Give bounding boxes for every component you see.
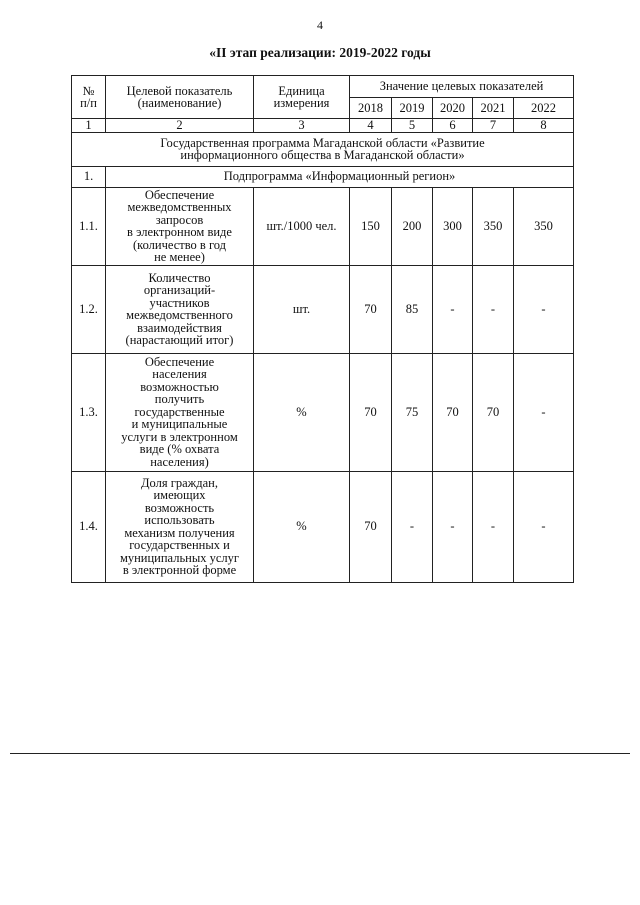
header-year-2019: 2019 xyxy=(392,98,433,119)
header-year-2018: 2018 xyxy=(350,98,392,119)
row-value-2018: 150 xyxy=(350,187,392,265)
header-values-group: Значение целевых показателей xyxy=(350,76,574,98)
row-value-2018: 70 xyxy=(350,265,392,353)
subprogram-title: Подпрограмма «Информационный регион» xyxy=(106,166,574,187)
row-name: Обеспечение межведомственных запросов в электронном виде (количество в год не менее) xyxy=(106,187,254,265)
row-unit: % xyxy=(254,471,350,582)
row-unit: шт./1000 чел. xyxy=(254,187,350,265)
column-number: 1 xyxy=(72,119,106,133)
row-num: 1.2. xyxy=(72,265,106,353)
row-name: Количество организаций- участников межведомственного взаимодействия (нарастающий итог) xyxy=(106,265,254,353)
header-year-2020: 2020 xyxy=(433,98,473,119)
row-value-2021: - xyxy=(473,265,514,353)
document-title: «II этап реализации: 2019-2022 годы xyxy=(209,45,431,60)
row-unit: шт. xyxy=(254,265,350,353)
indicators-table xyxy=(71,75,574,583)
table-row xyxy=(72,187,574,265)
row-value-2021: 70 xyxy=(473,353,514,471)
header-year-2022: 2022 xyxy=(514,98,574,119)
row-value-2020: - xyxy=(433,471,473,582)
row-num: 1.1. xyxy=(72,187,106,265)
row-value-2020: 70 xyxy=(433,353,473,471)
column-number: 4 xyxy=(350,119,392,133)
row-num: 1.3. xyxy=(72,353,106,471)
subprogram-num: 1. xyxy=(72,166,106,187)
row-value-2022: - xyxy=(514,265,574,353)
row-value-2021: - xyxy=(473,471,514,582)
row-value-2019: 75 xyxy=(392,353,433,471)
row-num: 1.4. xyxy=(72,471,106,582)
table-row xyxy=(72,471,574,582)
row-value-2021: 350 xyxy=(473,187,514,265)
row-value-2022: - xyxy=(514,471,574,582)
row-value-2020: 300 xyxy=(433,187,473,265)
subprogram-row xyxy=(72,166,574,187)
column-number: 7 xyxy=(473,119,514,133)
row-value-2020: - xyxy=(433,265,473,353)
column-numbers-row xyxy=(72,119,574,133)
row-unit: % xyxy=(254,353,350,471)
program-row xyxy=(72,132,574,166)
page-number: 4 xyxy=(317,18,323,32)
header-name: Целевой показатель (наименование) xyxy=(106,76,254,119)
table-row xyxy=(72,265,574,353)
header-unit: Единица измерения xyxy=(254,76,350,119)
column-number: 3 xyxy=(254,119,350,133)
row-value-2022: 350 xyxy=(514,187,574,265)
program-title: Государственная программа Магаданской области «Развитие информационного общества в Магаданской области» xyxy=(72,132,574,166)
table-row xyxy=(72,353,574,471)
row-value-2018: 70 xyxy=(350,353,392,471)
footer-divider xyxy=(10,753,630,754)
row-value-2019: 200 xyxy=(392,187,433,265)
row-value-2019: 85 xyxy=(392,265,433,353)
column-number: 8 xyxy=(514,119,574,133)
column-number: 2 xyxy=(106,119,254,133)
row-name: Доля граждан, имеющих возможность использовать механизм получения государственных и муниципальных услуг в электронной форме xyxy=(106,471,254,582)
row-value-2018: 70 xyxy=(350,471,392,582)
column-number: 5 xyxy=(392,119,433,133)
row-value-2019: - xyxy=(392,471,433,582)
header-num: № п/п xyxy=(72,76,106,119)
column-number: 6 xyxy=(433,119,473,133)
row-name: Обеспечение населения возможностью получить государственные и муниципальные услуги в электронном виде (% охвата населения) xyxy=(106,353,254,471)
row-value-2022: - xyxy=(514,353,574,471)
header-year-2021: 2021 xyxy=(473,98,514,119)
